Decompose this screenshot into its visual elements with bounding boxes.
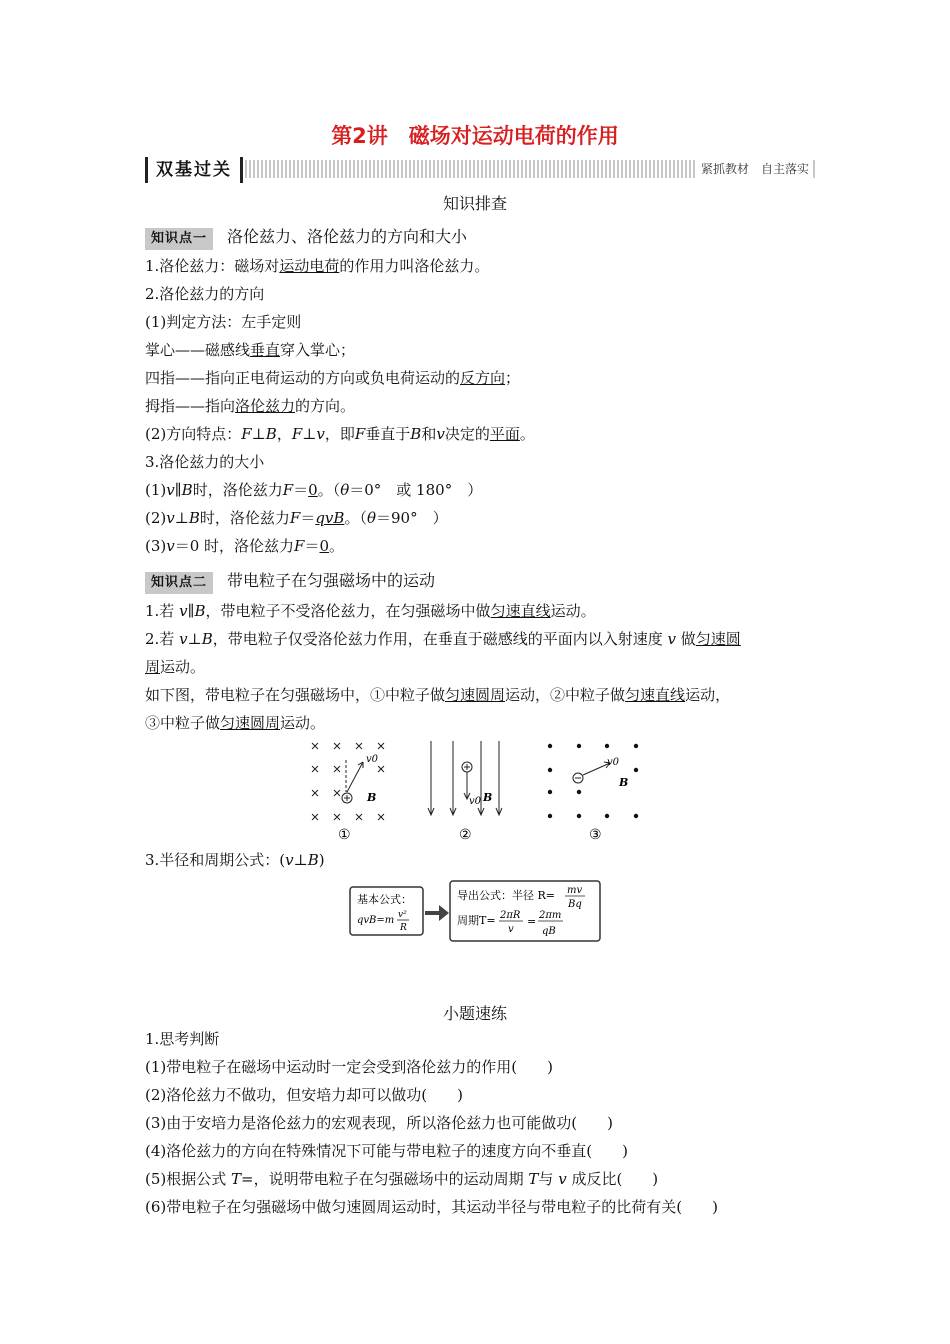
arrow-icon — [425, 905, 449, 921]
basic-formula-den: R — [400, 923, 407, 933]
kp1-header — [145, 227, 467, 250]
kp1-line-6: 拇指——指向洛伦兹力的方向。 — [145, 397, 356, 415]
kp1-line-10: (2)v⊥B时，洛伦兹力F＝qvB。（θ＝90° ） — [145, 509, 448, 527]
banner-tagline: 紧抓教材 自主落实 — [697, 160, 813, 178]
kp2-line-5: ③中粒子做匀速圆周运动。 — [145, 714, 326, 732]
kp1-line-3: (1)判定方法：左手定则 — [145, 313, 302, 331]
kp1-line-4: 掌心——磁感线垂直穿入掌心； — [145, 341, 356, 359]
basic-formula-lhs: qvB=m — [357, 915, 395, 926]
radius-den: Bq — [568, 899, 582, 910]
figure-1-uniform-field-into-page — [305, 738, 395, 844]
kp2-title: 带电粒子在匀强磁场中的运动 — [227, 571, 436, 590]
practice-item-2: (2)洛伦兹力不做功，但安培力却可以做功( ) — [145, 1086, 463, 1104]
practice-item-5: (5)根据公式 T=，说明带电粒子在匀强磁场中的运动周期 T与 v 成反比( ) — [145, 1170, 659, 1188]
fig3-number: ③ — [589, 827, 602, 843]
practice-item-3: (3)由于安培力是洛伦兹力的宏观表现，所以洛伦兹力也可能做功( ) — [145, 1114, 613, 1132]
practice-heading: 小题速练 — [442, 1004, 507, 1023]
kp1-line-8: 3.洛伦兹力的大小 — [145, 453, 265, 471]
period-num-1: 2πR — [500, 910, 521, 921]
period-num-2: 2πm — [539, 910, 562, 921]
period-den-1: v — [508, 924, 514, 935]
figure-3-uniform-field-out-of-page — [543, 738, 643, 844]
kp1-line-5: 四指——指向正电荷运动的方向或负电荷运动的反方向； — [145, 369, 521, 387]
kp2-line-4: 如下图，带电粒子在匀强磁场中，①中粒子做匀速圆周运动，②中粒子做匀速直线运动， — [145, 686, 731, 704]
radius-num: mv — [567, 885, 583, 896]
page-title: 第2讲 磁场对运动电荷的作用 — [331, 124, 619, 148]
fig1-number: ① — [338, 827, 351, 843]
kp1-line-11: (3)v＝0 时，洛伦兹力F＝0。 — [145, 537, 345, 555]
section-banner — [145, 157, 815, 183]
figure-2-field-parallel-velocity — [425, 738, 510, 844]
practice-item-6: (6)带电粒子在匀强磁场中做匀速圆周运动时，其运动半径与带电粒子的比荷有关( ) — [145, 1198, 718, 1216]
fig2-v0-label: v0 — [469, 796, 482, 807]
fig1-v0-label: v0 — [366, 754, 379, 765]
kp1-line-1: 1.洛伦兹力：磁场对运动电荷的作用力叫洛伦兹力。 — [145, 257, 490, 275]
period-label: 周期T= — [457, 914, 496, 927]
period-equals: = — [527, 915, 537, 928]
kp1-title: 洛伦兹力、洛伦兹力的方向和大小 — [227, 227, 468, 246]
fig2-number: ② — [459, 827, 472, 843]
practice-q-head: 1.思考判断 — [145, 1030, 220, 1048]
kp2-badge: 知识点二 — [145, 572, 213, 594]
kp2-header — [145, 571, 435, 594]
kp2-line-6: 3.半径和周期公式：(v⊥B) — [145, 851, 325, 869]
formula-diagram — [345, 877, 605, 945]
fig2-b-label: B — [483, 791, 493, 804]
practice-item-4: (4)洛伦兹力的方向在特殊情况下可能与带电粒子的速度方向不垂直( ) — [145, 1142, 628, 1160]
kp1-badge: 知识点一 — [145, 228, 213, 250]
kp1-line-7: (2)方向特点：F⊥B，F⊥v，即F垂直于B和v决定的平面。 — [145, 425, 535, 443]
kp2-line-3: 周运动。 — [145, 658, 206, 676]
knowledge-heading: 知识排查 — [442, 194, 507, 213]
fig1-b-label: B — [367, 791, 377, 804]
fig3-v0-label: v0 — [607, 757, 620, 768]
period-den-2: qB — [542, 926, 556, 937]
kp2-line-2: 2.若 v⊥B，带电粒子仅受洛伦兹力作用，在垂直于磁感线的平面内以入射速度 v 做匀速圆 — [145, 630, 741, 648]
kp1-line-9: (1)v∥B时，洛伦兹力F＝0。（θ＝0° 或 180° ） — [145, 481, 483, 499]
derived-radius-label: 导出公式：半径 R= — [457, 889, 555, 902]
kp2-line-1: 1.若 v∥B，带电粒子不受洛伦兹力，在匀强磁场中做匀速直线运动。 — [145, 602, 596, 620]
kp1-line-2: 2.洛伦兹力的方向 — [145, 285, 265, 303]
fig3-b-label: B — [619, 776, 629, 789]
basic-formula-num: v² — [398, 910, 407, 920]
banner-label: 双基过关 — [145, 157, 243, 183]
practice-item-1: (1)带电粒子在磁场中运动时一定会受到洛伦兹力的作用( ) — [145, 1058, 553, 1076]
basic-formula-label: 基本公式： — [357, 893, 412, 906]
